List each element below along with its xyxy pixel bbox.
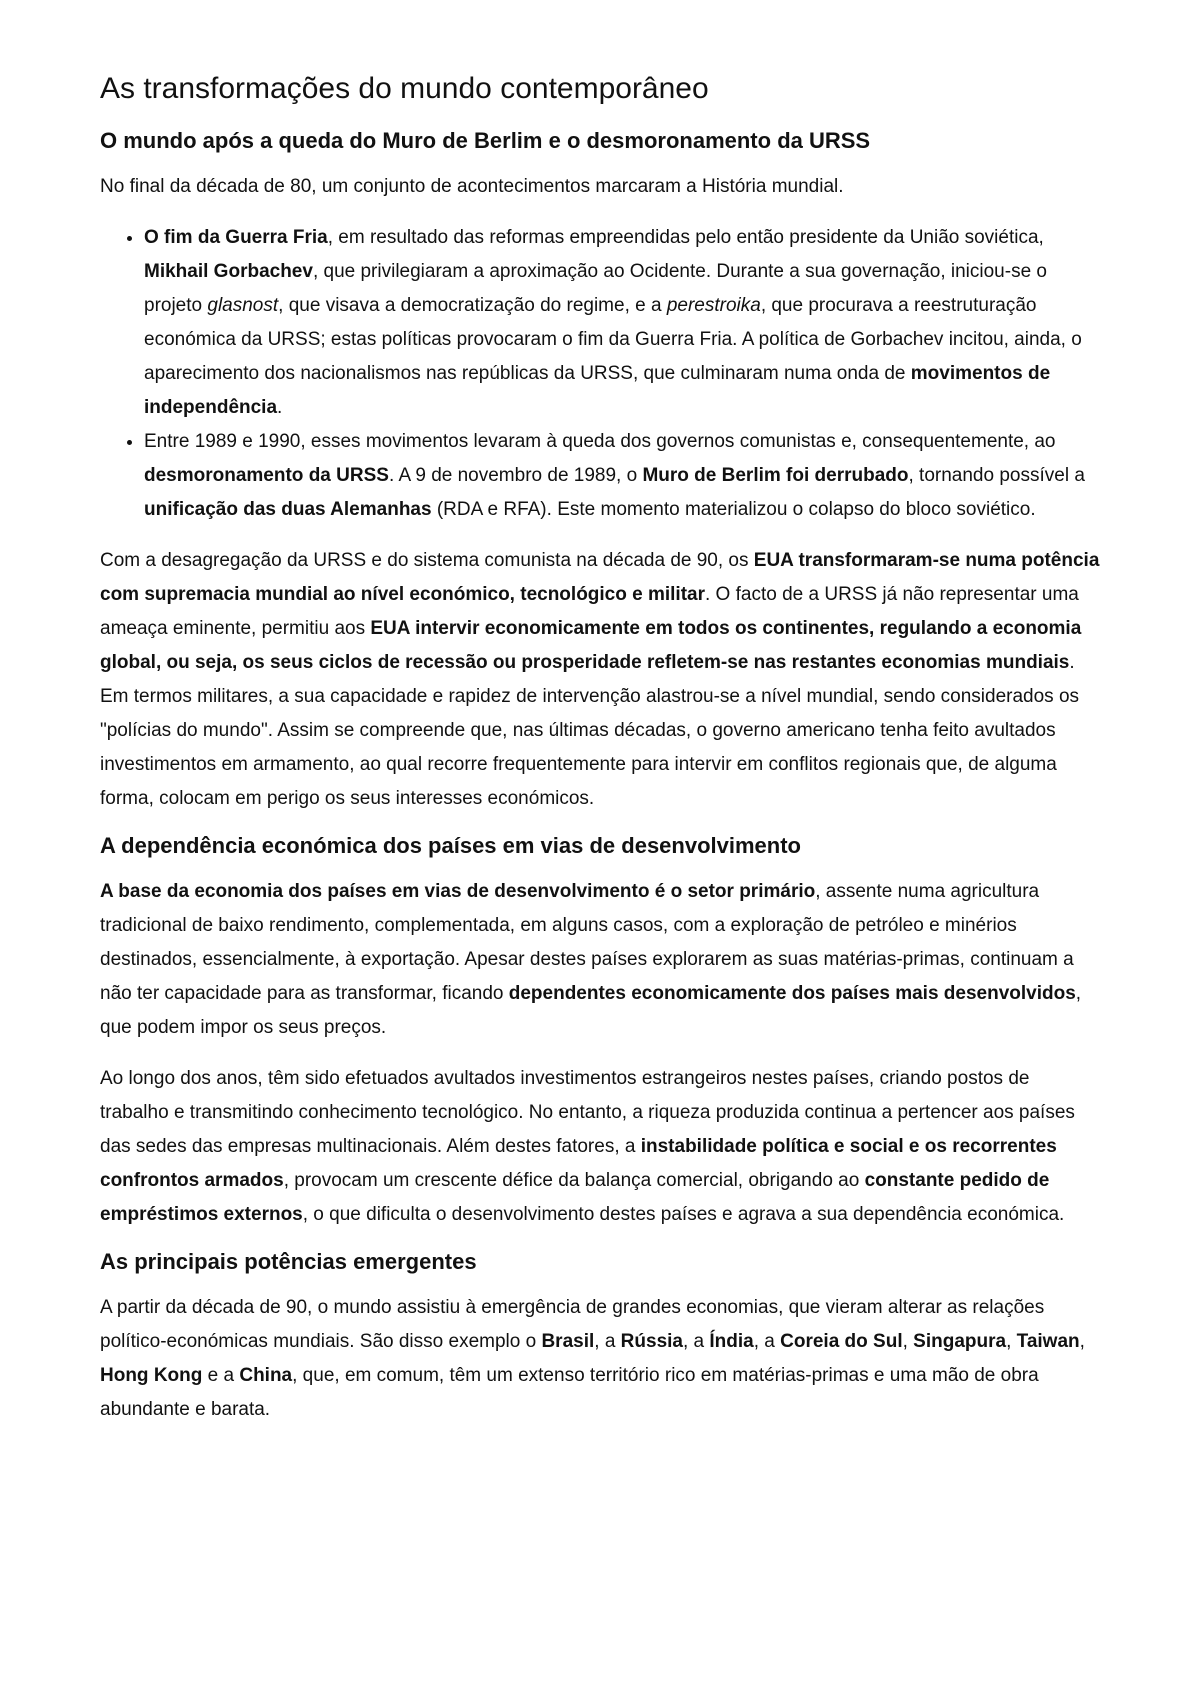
page-title: As transformações do mundo contemporâneo <box>100 72 709 105</box>
list-item: • Entre 1989 e 1990, esses movimentos levaram à queda dos governos comunistas e, consequentemente, ao desmoronamento da URSS. A 9 de novembro de 1989, o Muro de Berlim foi derrubado, tornando possível a unificação das duas Alemanhas (RDA e RFA). Este momento materializou o colapso do bloco soviético. <box>144 425 1100 527</box>
events-list <box>100 221 1100 527</box>
intro-paragraph: No final da década de 80, um conjunto de acontecimentos marcaram a História mundial. <box>100 176 844 197</box>
section-heading-dependency: A dependência económica dos países em vias de desenvolvimento <box>100 833 801 858</box>
dependency-paragraph-1: A base da economia dos países em vias de desenvolvimento é o setor primário, assente numa agricultura tradicional de baixo rendimento, complementada, em alguns casos, com a exploração de petróleo e minérios destinados, essencialmente, à exportação. Apesar destes países explorarem as suas matérias-primas, continuam a não ter capacidade para as transformar, ficando dependentes economicamente dos países mais desenvolvidos, que podem impor os seus preços. <box>100 881 1082 1038</box>
list-item: • O fim da Guerra Fria, em resultado das reformas empreendidas pelo então presidente da União soviética, Mikhail Gorbachev, que privilegiaram a aproximação ao Ocidente. Durante a sua governação, iniciou-se o projeto glasnost, que visava a democratização do regime, e a perestroika, que procurava a reestruturação económica da URSS; estas políticas provocaram o fim da Guerra Fria. A política de Gorbachev incitou, ainda, o aparecimento dos nacionalismos nas repúblicas da URSS, que culminaram numa onda de movimentos de independência. <box>144 221 1100 425</box>
section-heading-emerging-powers: As principais potências emergentes <box>100 1249 477 1274</box>
emerging-powers-paragraph: A partir da década de 90, o mundo assistiu à emergência de grandes economias, que vieram alterar as relações político-económicas mundiais. São disso exemplo o Brasil, a Rússia, a Índia, a Coreia do Sul, Singapura, Taiwan, Hong Kong e a China, que, em comum, têm um extenso território rico em matérias-primas e uma mão de obra abundante e barata. <box>100 1297 1085 1420</box>
usa-paragraph: Com a desagregação da URSS e do sistema comunista na década de 90, os EUA transformaram-se numa potência com supremacia mundial ao nível económico, tecnológico e militar. O facto de a URSS já não representar uma ameaça eminente, permitiu aos EUA intervir economicamente em todos os continentes, regulando a economia global, ou seja, os seus ciclos de recessão ou prosperidade refletem-se nas restantes economias mundiais. Em termos militares, a sua capacidade e rapidez de intervenção alastrou-se a nível mundial, sendo considerados os "polícias do mundo". Assim se compreende que, nas últimas décadas, o governo americano tenha feito avultados investimentos em armamento, ao qual recorre frequentemente para intervir em conflitos regionais que, de alguma forma, colocam em perigo os seus interesses económicos. <box>100 550 1100 809</box>
dependency-paragraph-2: Ao longo dos anos, têm sido efetuados avultados investimentos estrangeiros nestes países, criando postos de trabalho e transmitindo conhecimento tecnológico. No entanto, a riqueza produzida continua a pertencer aos países das sedes das empresas multinacionais. Além destes fatores, a instabilidade política e social e os recorrentes confrontos armados, provocam um crescente défice da balança comercial, obrigando ao constante pedido de empréstimos externos, o que dificulta o desenvolvimento destes países e agrava a sua dependência económica. <box>100 1068 1075 1225</box>
section-heading-berlin-wall: O mundo após a queda do Muro de Berlim e o desmoronamento da URSS <box>100 128 871 153</box>
